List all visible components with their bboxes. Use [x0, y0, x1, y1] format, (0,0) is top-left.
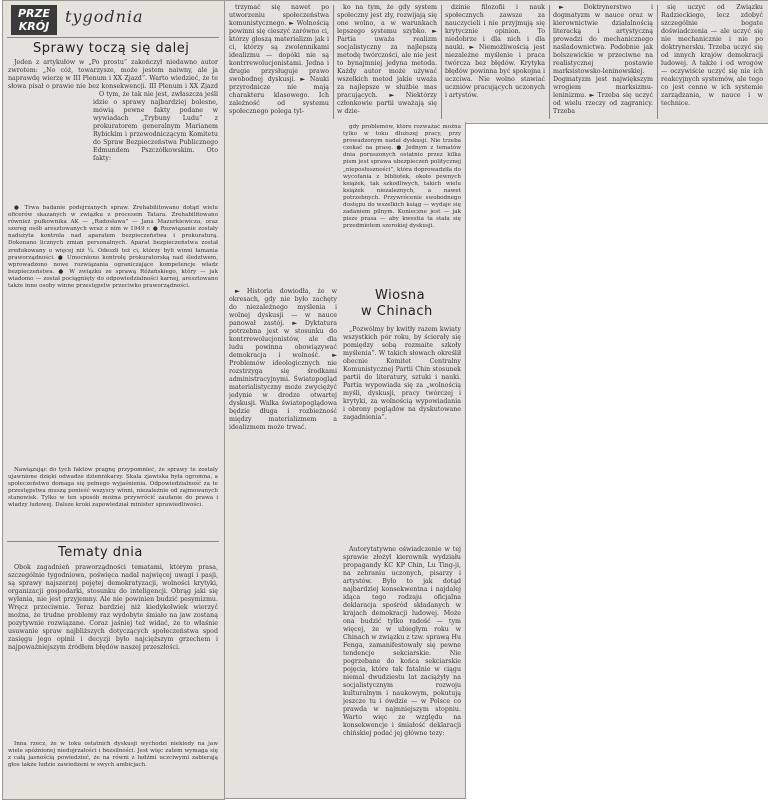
logo-line-2: KRÓJ [18, 20, 50, 33]
column-divider [441, 5, 442, 119]
column-5-text: się uczyć od Związku Radzieckiego, lecz zdobyć szczególnie bogate doświadczenia — ale uczyć się nie mechanicznie i nie po doktrynersku. Trzeba uczyć się od innych krajów demokracji ludowej. A także i od wrogów — oczywiście uczyć się nie ich reakcyjnych systemów, ale tego co jest cenne w ich systemie zarządzania, w nauce i w technice. [661, 4, 763, 107]
mid-top-text [343, 124, 461, 282]
top-right-clipping [224, 0, 768, 124]
column-divider [333, 5, 334, 119]
column-2-text: ko na tym, że gdy system społeczny jest zły, rozwijają się one wolno, a w warunkach lepszego systemu szybko. ► Partia uważa realizm socjalistyczny za najlepszą metodę twórczości, ale nie jest to bynajmniej jedyna metoda. Każdy autor może używać wszelkich metod jakie uważa za najlepsze w służbie mas pracujących. ► Niektórzy członkowie partii uważają się w dzie- [337, 4, 437, 115]
middle-clipping [224, 122, 466, 799]
article-facts-2 [8, 467, 218, 539]
column-1-text: trzymać się nawet po utworzeniu społeczeństwa komunistycznego. ► Wolnością powinni się cieszyć zarówno ci, którzy głoszą materializm jak i ci, którzy są zwolennikami idealizmu — dopóki nie są kontrrewolucjonistami. Jedna i drugie przysługuje prawo swobodnej dyskusji. ► Nauki przyrodnicze nie mają charakteru klasowego. Ich zależność od systemu społecznego polega tyl- [229, 4, 329, 115]
wiosna-points [229, 288, 337, 796]
article-title-wiosna-2: w Chinach [361, 304, 433, 319]
wiosna-body-paragraph: Autorytatywne oświadczenie w tej sprawie złożył kierownik wydziału propagandy KC KP Chin, Lu Ting-ji, na zebraniu uczonych, pisarzy i artystów. Było to jak dotąd najbardziej konsekwentna i najdalej idąca tego rodzaju oficjalna deklaracja spośród składanych w krajach demokracji ludowej. Może ona budzić tylko radość — tym więcej, że w ubiegłym roku w Chinach w związku z tzw. sprawą Hu Fenga, zamanifestowały się pewne tendencje sekciarskie. Nie pogrzebane do końca sekciarskie pojęcia, które tak fatalnie w ciągu niemal dwudziestu lat zaciążyły na socjalistycznym rozwoju kulturalnym i naukowym, pokutują jeszcze tu i ówdzie — w Polsce co prawda w najmniejszym stopniu. Warto więc ze względu na konsekwencje i śmiałość deklaracji chińskiej podać jej główne tezy: [343, 546, 461, 737]
tematy-paragraph-2: Inna rzecz, że w toku ostatnich dyskusji wychodzi niekiedy na jaw wiele spóźnionej niedojrzałości i bezsilności. Jest więc zatem wymaga się z całą jasnością powiedzieć, że na równi z ludźmi uczciwymi zabierają głos także ludzie zawiedzeni w swych ambicjach. [8, 741, 218, 769]
column-1 [229, 4, 329, 120]
wiosna-lead [343, 326, 461, 544]
left-clipping [2, 0, 225, 800]
masthead [9, 3, 219, 37]
logo-line-1: PRZE [17, 7, 51, 20]
column-divider [657, 5, 658, 119]
column-3 [445, 4, 545, 120]
intro-paragraph: Jeden z artykułów w „Po prostu” zakończył niedawno autor zwrotem: „No cóż, towarzysze, może jestem naiwny, ale ja naprawdę wierzę w III Plenum i XX Zjazd”. Warto wiedzieć, że te słowa pisał o prawie nie bez konsekwencji. III Plenum i XX Zjazd [8, 59, 218, 89]
column-4-text: ► Doktrynerstwo i dogmatyzm w nauce oraz w kierownictwie działalnością literacką i artystyczną prowadzi do mechanicznego naśladownictwa. Podobnie jak bolszewickie w przeciwne na realistycznej postawie marksistowsko-leninowskiej. Dogmatyzm jest największym wrogiem marksizmu-leninizmu. ► Trzeba się uczyć od wielu rzeczy od zagranicy. Trzeba [553, 4, 653, 115]
przekroj-logo [11, 5, 57, 35]
mid-top-paragraph: gdy problemów, które rozważać można tylko w toku dłuższej pracy, przy prowadzonym nadal dyskusji. Nie trzeba czekać na prasę. ● Jednym z tematów dnia poruszonych ostatnio przez kilka pism jest sprawa ubezpieczeń politycznej „nieposłuszności”, która doprowadziła do wycofania z bibliotek, około pewnych książek, tak szkodliwych, takich wielu książek niezaleznych, a nawet potrzebnych. Przywrócenie swobodnego dostępu do wszelkich ksiąg — wydaje się zadaniem pilnym. Konieczne jest — jak pisze prasa — aby kwestia ta stała się przedmiotem szerokiej dyskusji. [343, 124, 461, 230]
facts-paragraph: ● Trwa badanie podejrzanych spraw. Zrehabilitowano dotąd wielu oficerów skazanych w związku z procesem Tatara. Zrehabilitowano również pułkownika AK — „Radosława” — Jana Mazurkiewicza, oraz szereg osób aresztowanych wraz z nim w 1949 r. ● Rozwiązanie zostały nadużyta kontrola nad aparatem bezpieczeństwa i prokuraturą. Dokonano licznych zmian personalnych. Aparat bezpieczeństwa został zredukowany o więcej niż ¼. Odeszli też ci, którzy byli winni łamania praworządności. ● Umocniono kontrolę prokuratorską nad śledztwem, wprowadzono nowe rozwiązania ograniczające kompetencje władz bezpieczeństwa. ● W związku ze sprawą Różańskiego, który — jak wiadomo — został pociągnięty do odpowiedzialności karnej, aresztowano także inne osoby winne przestępstw przeciwko praworządności. [8, 205, 218, 290]
facts-paragraph-2: Nawiązując do tych faktów pragnę przypomnieć, że sprawy te zostały ujawnione dzięki odwadze dziennikarzy. Skala zjawiska była ogromna, a społeczeństwo domaga się pełnego wyjaśnienia. Odpowiedzialność za te przestępstwa muszą ponieść wszyscy winni, niezależnie od zajmowanych stanowisk. Tylko w ten sposób można przywrócić zaufanie do prawa i władzy ludowej. Dalsze kroki zapowiedział minister sprawiedliwości. [8, 467, 218, 509]
intro-paragraph-2: O tym, że tak nie jest, zwłaszcza jeśli idzie o sprawy najbardziej bolesne, mówią pewne fakty podane w wywiadach „Trybuny Ludu” z prokuratorem generalnym Marianem Rybickim i przewodniczącym Komitetu do Spraw Bezpieczeństwa Publicznego Edmundem Pszczółkowskim. Oto fakty: [93, 91, 218, 162]
wiosna-points-paragraph: ► Historia dowiodła, że w okresach, gdy nie było zachęty do niezależnego myślenia i wolnej dyskusji — w nauce panował zastój. ► Dyktatura potrzebna jest w stosunku do kontrrewolucjonistów, ale dla ludu powinna obowiązywać demokracja i wolność. ► Problemów ideologicznych nie rozstrzyga się środkami administracyjnymi. Światopogląd materialistyczny może zwyciężyć jedynie w drodze otwartej dyskusji. Walka światopoglądowa będzie długa i rozbieżność między materializmem a idealizmem może trwać. [229, 288, 337, 431]
column-2 [337, 4, 437, 120]
column-3-text: dzinie filozofii i nauk społecznych zawsze za nauczycieli i nie przyjmują się krytycznie opinion. To niedobrze i dla nich i dla nauki. ► Niemożliwością jest niezależne myślenie i praca twórcza bez błędów. Krytyka błędów powinna być spokojna i uczciwa. Nie wolno stawiać uczniów pracujących uczonych i artystów. [445, 4, 545, 99]
divider [7, 541, 219, 542]
tematy-paragraph: Obok zagadnień praworządności tematami, którym prasa, szczególnie tygodniowa, poświęca nadal najwięcej uwagi i pasji, są sprawy najszerzej pojętej demokratyzacji, wolności krytyki, organizacji gospodarki, stosunku do inteligencji. Obrąg jaki się wyłania, nie jest przyjemny. Ale nie powinien budzić pesymizmu. Wręcz przeciwnie. Teraz bardziej niż kiedykolwiek wierzyć można, że trudne problemy raz wydobyte śmiało na jaw zostaną pozytywnie rozwiązane. Coraz jaśniej też widać, że to właśnie usuwanie spraw najbliższych dotyczących społeczeństwa spod zasięgu jego opinii i decyzji było najcięższym grzechem i najpoważniejszym źródłem błędów naszej przeszłości. [8, 564, 218, 651]
section-name: tygodnia [65, 7, 144, 26]
tematy-body-2 [8, 741, 218, 797]
column-4 [553, 4, 653, 120]
tematy-body [8, 564, 218, 740]
article-title-sprawy: Sprawy toczą się dalej [33, 41, 190, 56]
article-intro-2 [93, 91, 218, 203]
column-divider [549, 5, 550, 119]
column-5 [661, 4, 763, 120]
article-title-tematy: Tematy dnia [58, 545, 143, 560]
article-title-wiosna-1: Wiosna [375, 288, 426, 303]
wiosna-body [343, 546, 461, 798]
wiosna-lead-paragraph: „Pozwólmy by kwitły razem kwiaty wszystkich pór roku, by ścierały się pomiędzy sobą rozmaite szkoły myślenia”. W takich słowach określił obecnie Komitet Centralny Komunistycznej Partii Chin stosunek partii do literatury, sztuki i nauki. Partia wypowiada się za „wolnością myśli, dyskusji, pracy twórczej i krytyki, za wolnością wypowiadania i obrony poglądów na dyskutowane zagadnienia”. [343, 326, 461, 421]
divider [7, 37, 219, 38]
article-facts [8, 205, 218, 465]
article-intro [8, 59, 218, 89]
